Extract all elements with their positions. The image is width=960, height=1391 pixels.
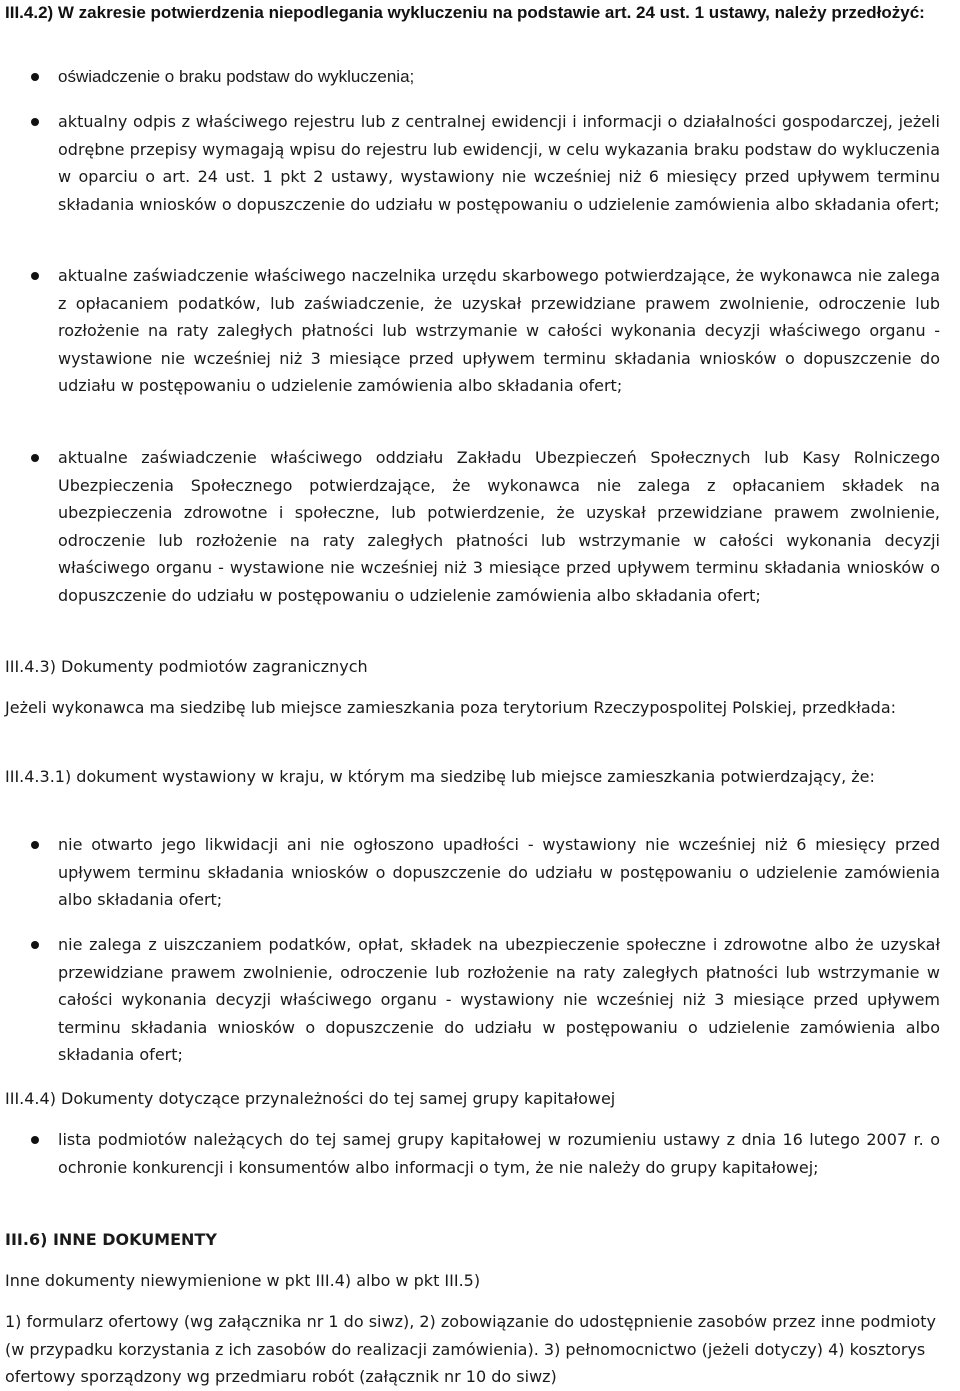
sub-heading: III.4.3.1) dokument wystawiony w kraju, w którym ma siedzibę lub miejsce zamieszkania potwierdzający, że:	[5, 767, 875, 786]
paragraph: Inne dokumenty niewymienione w pkt III.4) albo w pkt III.5)	[5, 1271, 481, 1290]
bullet-list	[0, 1126, 960, 1181]
section-heading: III.4.4) Dokumenty dotyczące przynależności do tej samej grupy kapitałowej	[5, 1089, 616, 1108]
list-item: lista podmiotów należących do tej samej grupy kapitałowej w rozumieniu ustawy z dnia 16 lutego 2007 r. o ochronie konkurencji i konsumentów albo informacji o tym, że nie należy do grupy kapitałowej;	[0, 1126, 960, 1181]
section-heading: III.6) INNE DOKUMENTY	[5, 1230, 217, 1249]
bullet-list	[0, 831, 960, 914]
list-item: oświadczenie o braku podstaw do wykluczenia;	[0, 63, 960, 90]
list-item: nie otwarto jego likwidacji ani nie ogłoszono upadłości - wystawiony nie wcześniej niż 6 miesięcy przed upływem terminu składania wniosków o dopuszczenie do udziału w postępowaniu o udzielenie zamówienia albo składania ofert;	[0, 831, 960, 914]
list-item: aktualne zaświadczenie właściwego oddziału Zakładu Ubezpieczeń Społecznych lub Kasy Rolniczego Ubezpieczenia Społecznego potwierdzające, że wykonawca nie zalega z opłacaniem składek na ubezpieczenia zdrowotne i społeczne, lub potwierdzenie, że uzyskał przewidziane prawem zwolnienie, odroczenie lub rozłożenie na raty zaległych płatności lub wstrzymanie w całości wykonania decyzji właściwego organu - wystawione nie wcześniej niż 3 miesiące przed upływem terminu składania wniosków o dopuszczenie do udziału w postępowaniu o udzielenie zamówienia albo składania ofert;	[0, 444, 960, 609]
section-heading: III.4.2) W zakresie potwierdzenia niepodlegania wykluczeniu na podstawie art. 24 ust. 1 ustawy, należy przedłożyć:	[5, 3, 925, 22]
bullet-list	[0, 931, 960, 1069]
list-item: aktualne zaświadczenie właściwego naczelnika urzędu skarbowego potwierdzające, że wykonawca nie zalega z opłacaniem podatków, lub zaświadczenie, że uzyskał przewidziane prawem zwolnienie, odroczenie lub rozłożenie na raty zaległych płatności lub wstrzymanie w całości wykonania decyzji właściwego organu - wystawione nie wcześniej niż 3 miesiące przed upływem terminu składania wniosków o dopuszczenie do udziału w postępowaniu o udzielenie zamówienia albo składania ofert;	[0, 262, 960, 400]
bullet-list	[0, 108, 960, 218]
list-item: aktualny odpis z właściwego rejestru lub z centralnej ewidencji i informacji o działalności gospodarczej, jeżeli odrębne przepisy wymagają wpisu do rejestru lub ewidencji, w celu wykazania braku podstaw do wykluczenia w oparciu o art. 24 ust. 1 pkt 2 ustawy, wystawiony nie wcześniej niż 6 miesięcy przed upływem terminu składania wniosków o dopuszczenie do udziału w postępowaniu o udzielenie zamówienia albo składania ofert;	[0, 108, 960, 218]
bullet-list	[0, 63, 960, 90]
bullet-list	[0, 262, 960, 400]
paragraph: 1) formularz ofertowy (wg załącznika nr 1 do siwz), 2) zobowiązanie do udostępnienie zasobów przez inne podmioty (w przypadku korzystania z ich zasobów do realizacji zamówienia). 3) pełnomocnictwo (jeżeli dotyczy) 4) kosztorys ofertowy sporządzony wg przedmiaru robót (załącznik nr 10 do siwz)	[5, 1312, 936, 1386]
list-item: nie zalega z uiszczaniem podatków, opłat, składek na ubezpieczenie społeczne i zdrowotne albo że uzyskał przewidziane prawem zwolnienie, odroczenie lub rozłożenie na raty zaległych płatności lub wstrzymanie w całości wykonania decyzji właściwego organu - wystawiony nie wcześniej niż 3 miesiące przed upływem terminu składania wniosków o dopuszczenie do udziału w postępowaniu o udzielenie zamówienia albo składania ofert;	[0, 931, 960, 1069]
paragraph: Jeżeli wykonawca ma siedzibę lub miejsce zamieszkania poza terytorium Rzeczypospolitej Polskiej, przedkłada:	[5, 698, 897, 717]
section-heading: III.4.3) Dokumenty podmiotów zagranicznych	[5, 657, 368, 676]
bullet-list	[0, 444, 960, 609]
